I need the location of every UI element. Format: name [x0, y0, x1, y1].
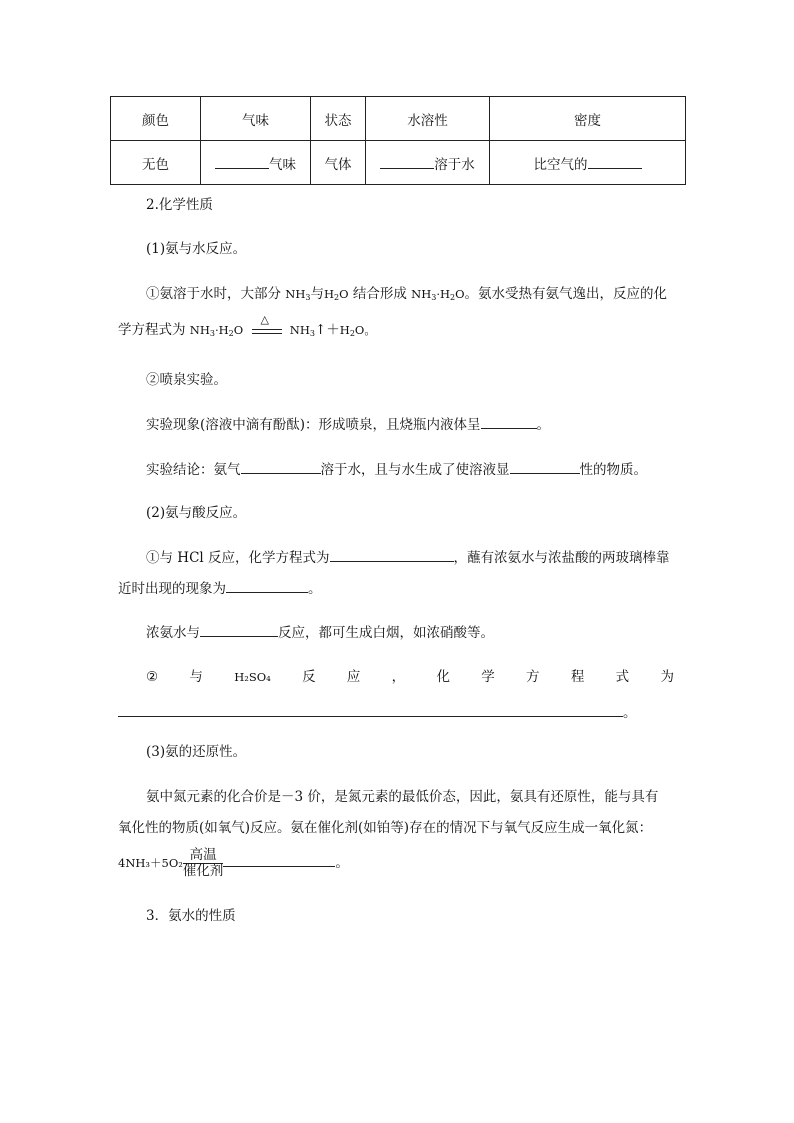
hcl-phenomenon — [118, 578, 322, 599]
hcl-equation-blank[interactable] — [330, 547, 454, 562]
conc-text-b: 反应，都可生成白烟，如浓硝酸等。 — [278, 625, 494, 641]
paragraph-ammonia-water — [146, 284, 667, 308]
phenomenon-end: 。 — [536, 417, 551, 433]
header-color: 颜色 — [111, 97, 201, 141]
smell-suffix: 气味 — [269, 156, 296, 173]
conclusion-blank-2[interactable] — [510, 459, 580, 474]
conclusion-blank-1[interactable] — [241, 459, 321, 474]
conclusion-text-b: 溶于水，且与水生成了使溶液显 — [320, 462, 510, 478]
phenomenon-blank[interactable] — [481, 414, 537, 429]
section-3-title: 3．氨水的性质 — [146, 908, 236, 924]
header-solubility: 水溶性 — [366, 97, 490, 141]
formula-h2so4: H₂SO₄ — [234, 670, 271, 684]
p1-arrow-plus: ↑＋ — [314, 322, 340, 338]
h2so4-equation-blank[interactable] — [118, 702, 623, 717]
h2so4-char: 式 — [615, 669, 630, 685]
p1-text-b: 与 — [310, 286, 324, 302]
p1-line2-text: 学方程式为 — [118, 322, 186, 338]
subsection-2-title: (2)氨与酸反应。 — [146, 505, 247, 521]
conclusion-text-a: 实验结论：氨气 — [146, 462, 241, 478]
table-header-row — [111, 97, 686, 141]
solubility-blank[interactable] — [380, 154, 434, 169]
h2so4-char: 反 — [302, 669, 316, 685]
h2so4-char: 方 — [526, 669, 540, 685]
h2so4-equation-line — [118, 702, 637, 723]
subsection-1-title: (1)氨与水反应。 — [146, 241, 247, 257]
cell-density — [490, 141, 686, 185]
section-2-title: 2.化学性质 — [146, 197, 213, 213]
h2so4-char: ， — [391, 669, 406, 685]
cell-state: 气体 — [311, 141, 366, 185]
phenomenon-text: 实验现象(溶液中滴有酚酞)：形成喷泉，且烧瓶内液体呈 — [146, 417, 481, 433]
cell-solubility — [366, 141, 490, 185]
header-smell: 气味 — [201, 97, 311, 141]
equation-lhs: 4NH₃＋5O₂ — [118, 856, 183, 870]
header-state: 状态 — [311, 97, 366, 141]
conc-blank[interactable] — [200, 622, 278, 637]
density-prefix: 比空气的 — [533, 156, 588, 173]
p1-text-c: 结合形成 — [352, 286, 407, 302]
hcl-text-b: ，蘸有浓氨水与浓盐酸的两玻璃棒靠 — [453, 550, 670, 566]
h2so4-char: ② — [146, 669, 159, 685]
h2so4-char: 为 — [660, 669, 674, 685]
h2so4-reaction — [146, 667, 674, 687]
h2so4-char: 化 — [436, 669, 450, 685]
density-blank[interactable] — [588, 154, 642, 169]
oxidation-product-blank[interactable] — [223, 852, 335, 867]
h2so4-char: 应 — [346, 669, 361, 685]
paragraph-ammonia-water-equation — [118, 313, 376, 344]
reaction-condition — [183, 848, 224, 879]
formula-nh3: $NH_3$ — [285, 287, 311, 302]
table-row — [111, 141, 686, 185]
hcl-line2-text: 近时出现的现象为 — [118, 581, 226, 597]
heat-triangle: △ — [260, 313, 269, 326]
cell-color: 无色 — [111, 141, 201, 185]
catalytic-oxidation-equation — [118, 848, 349, 879]
condition-catalyst: 催化剂 — [182, 863, 224, 879]
h2so4-end: 。 — [623, 705, 637, 721]
solubility-suffix: 溶于水 — [434, 156, 475, 173]
p1-text-a: ①氨溶于水时，大部分 — [146, 286, 281, 302]
fountain-title: ②喷泉实验。 — [146, 372, 227, 388]
hcl-phenomenon-blank[interactable] — [226, 578, 308, 593]
condition-high-temperature: 高温 — [183, 848, 224, 864]
ammonia-properties-table — [110, 96, 686, 185]
reducibility-line-2: 氧化性的物质(如氧气)反应。氨在催化剂(如铂等)存在的情况下与氧气反应生成一氧化氮： — [118, 820, 653, 836]
formula-h2o: $H_2O$ — [323, 287, 349, 302]
formula-nh3-h2o-2: $NH_3\cdot H_2O$ — [189, 323, 244, 338]
formula-nh3-h2o: $NH_3\cdot H_2O$ — [411, 287, 465, 302]
subsection-3-title: (3)氨的还原性。 — [146, 744, 247, 760]
hcl-reaction — [146, 547, 670, 568]
heat-equals-icon — [252, 313, 282, 340]
fountain-conclusion — [146, 459, 647, 480]
formula-nh3-product: $NH_3$ — [289, 323, 315, 338]
equation-end: 。 — [335, 855, 349, 871]
conclusion-text-c: 性的物质。 — [579, 462, 647, 478]
hcl-line2-end: 。 — [308, 581, 322, 597]
smell-blank[interactable] — [215, 154, 269, 169]
cell-smell — [201, 141, 311, 185]
p1-text-d: 。氨水受热有氨气逸出，反应的化 — [464, 286, 668, 302]
hcl-text-a: ①与 HCl 反应，化学方程式为 — [146, 550, 330, 566]
conc-text-a: 浓氨水与 — [146, 625, 200, 641]
concentrated-ammonia — [146, 622, 494, 643]
h2so4-char: 程 — [570, 669, 585, 685]
formula-h2o-product: $H_2O$。 — [339, 323, 376, 338]
header-density: 密度 — [490, 97, 686, 141]
reducibility-line-1: 氨中氮元素的化合价是－3 价，是氮元素的最低价态，因此，氨具有还原性，能与具有 — [146, 789, 659, 805]
h2so4-char: 学 — [481, 669, 495, 685]
fountain-phenomenon — [146, 414, 550, 435]
h2so4-char: 与 — [189, 669, 203, 685]
